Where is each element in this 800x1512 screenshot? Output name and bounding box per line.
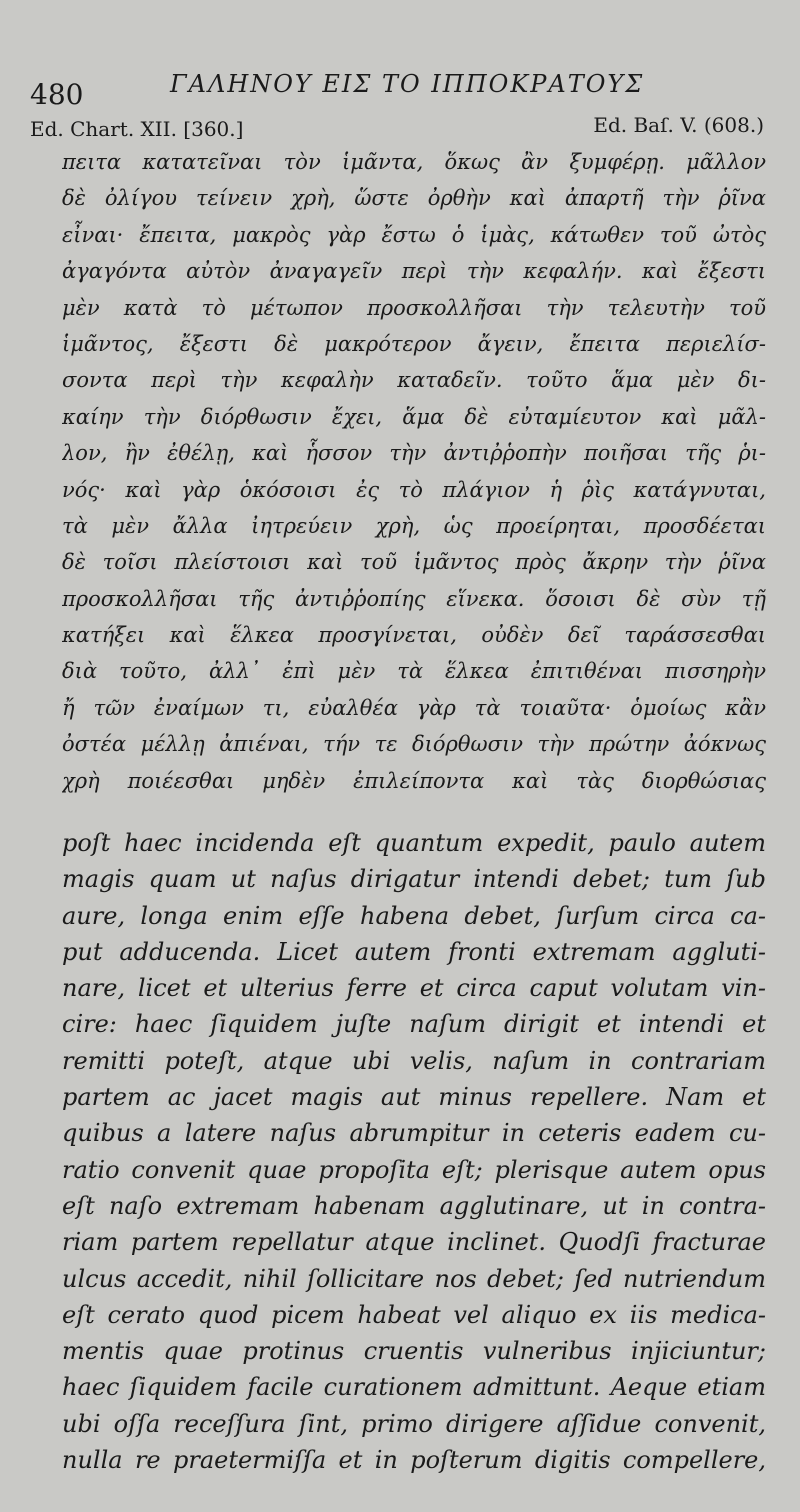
greek-line: σοντα περὶ τὴν κεφαλὴν καταδεῖν. τοῦτο ἅμα μὲν δι-: [62, 368, 766, 393]
greek-text-block: [62, 144, 766, 799]
greek-line: δὲ τοῖσι πλείστοισι καὶ τοῦ ἱμᾶντος πρὸς ἄκρην τὴν ῥῖνα: [62, 550, 766, 575]
latin-line: quibus a latere naſus abrumpitur in ceteris eadem cu-: [62, 1119, 766, 1148]
greek-line: καίην τὴν διόρθωσιν ἔχει, ἅμα δὲ εὐταμίευτον καὶ μᾶλ-: [62, 404, 766, 429]
latin-line: riam partem repellatur atque inclinet. Quodſi fracturae: [62, 1228, 766, 1257]
greek-line: κατήξει καὶ ἕλκεα προσγίνεται, οὐδὲν δεῖ ταράσσεσθαι: [62, 623, 766, 648]
greek-line: ἤ τῶν ἐναίμων τι, εὐαλθέα γὰρ τὰ τοιαῦτα· ὁμοίως κἂν: [62, 695, 766, 720]
latin-line: mentis quae protinus cruentis vulneribus injiciuntur;: [62, 1337, 766, 1366]
latin-line: nulla re praetermiſſa et in poſterum digitis compellere,: [62, 1446, 766, 1475]
greek-line: ὀστέα μέλλῃ ἀπιέναι, τήν τε διόρθωσιν τὴν πρώτην ἀόκνως: [62, 732, 766, 757]
latin-line: haec ſiquidem facile curationem admittunt. Aeque etiam: [62, 1373, 766, 1402]
greek-line: διὰ τοῦτο, ἀλλ᾽ ἐπὶ μὲν τὰ ἕλκεα ἐπιτιθέναι πισσηρὴν: [62, 659, 766, 684]
greek-line: πειτα κατατεῖναι τὸν ἱμᾶντα, ὅκως ἂν ξυμφέρῃ. μᾶλλον: [62, 150, 766, 174]
edition-reference-right: Ed. Baſ. V. (608.): [593, 113, 764, 137]
greek-line: ἀγαγόντα αὐτὸν ἀναγαγεῖν περὶ τὴν κεφαλήν. καὶ ἔξεστι: [62, 259, 766, 284]
greek-line: τὰ μὲν ἄλλα ἰητρεύειν χρὴ, ὡς προείρηται, προσδέεται: [62, 513, 766, 538]
greek-line: δὲ ὀλίγου τείνειν χρὴ, ὥστε ὀρθὴν καὶ ἀπαρτῆ τὴν ῥῖνα: [62, 186, 766, 211]
latin-line: put adducenda. Licet autem fronti extremam aggluti-: [62, 937, 766, 966]
latin-line: magis quam ut naſus dirigatur intendi debet; tum ſub: [62, 865, 766, 894]
latin-line: ulcus accedit, nihil ſollicitare nos debet; ſed nutriendum: [62, 1264, 766, 1293]
greek-line: μὲν κατὰ τὸ μέτωπον προσκολλῆσαι τὴν τελευτὴν τοῦ: [62, 295, 766, 320]
latin-line: eſt naſo extremam habenam agglutinare, ut in contra-: [62, 1191, 766, 1220]
page-number: 480: [30, 78, 84, 111]
latin-line: eſt cerato quod picem habeat vel aliquo ex iis medica-: [62, 1300, 766, 1329]
latin-line: remitti poteſt, atque ubi velis, naſum in contrariam: [62, 1046, 766, 1075]
greek-line: εἶναι· ἔπειτα, μακρὸς γὰρ ἔστω ὁ ἱμὰς, κάτωθεν τοῦ ὠτὸς: [62, 222, 766, 247]
latin-line: nare, licet et ulterius ferre et circa caput volutam vin-: [62, 974, 766, 1003]
latin-line: ratio convenit quae propoſita eſt; plerisque autem opus: [62, 1155, 766, 1184]
latin-line: poſt haec incidenda eſt quantum expedit, paulo autem: [62, 829, 766, 857]
latin-line: aure, longa enim eſſe habena debet, ſurſum circa ca-: [62, 901, 766, 930]
greek-line: ἱμᾶντος, ἔξεστι δὲ μακρότερον ἄγειν, ἔπειτα περιελίσ-: [62, 331, 766, 356]
greek-line: λον, ἢν ἐθέλῃ, καὶ ἧσσον τὴν ἀντιῤῥοπὴν ποιῆσαι τῆς ῥι-: [62, 441, 766, 466]
latin-text-block: [62, 825, 766, 1478]
greek-line: χρὴ ποιέεσθαι μηδὲν ἐπιλείποντα καὶ τὰς διορθώσιας: [62, 768, 766, 793]
latin-line: partem ac jacet magis aut minus repellere. Nam et: [62, 1083, 766, 1112]
greek-line: προσκολλῆσαι τῆς ἀντιῤῥοπίης εἵνεκα. ὅσοισι δὲ σὺν τῇ: [62, 586, 766, 611]
running-title: ΓΑΛΗΝΟΥ ΕΙΣ ΤΟ ΙΠΠΟΚΡΑΤΟΥΣ: [170, 70, 645, 98]
edition-reference-left: Ed. Chart. XII. [360.]: [30, 117, 244, 141]
latin-line: ubi oſſa receſſura ſint, primo dirigere aſſidue convenit,: [62, 1409, 766, 1438]
latin-line: cire: haec ſiquidem juſte naſum dirigit et intendi et: [62, 1010, 766, 1039]
greek-line: νός· καὶ γὰρ ὁκόσοισι ἐς τὸ πλάγιον ἡ ῥὶς κατάγνυται,: [62, 477, 766, 502]
